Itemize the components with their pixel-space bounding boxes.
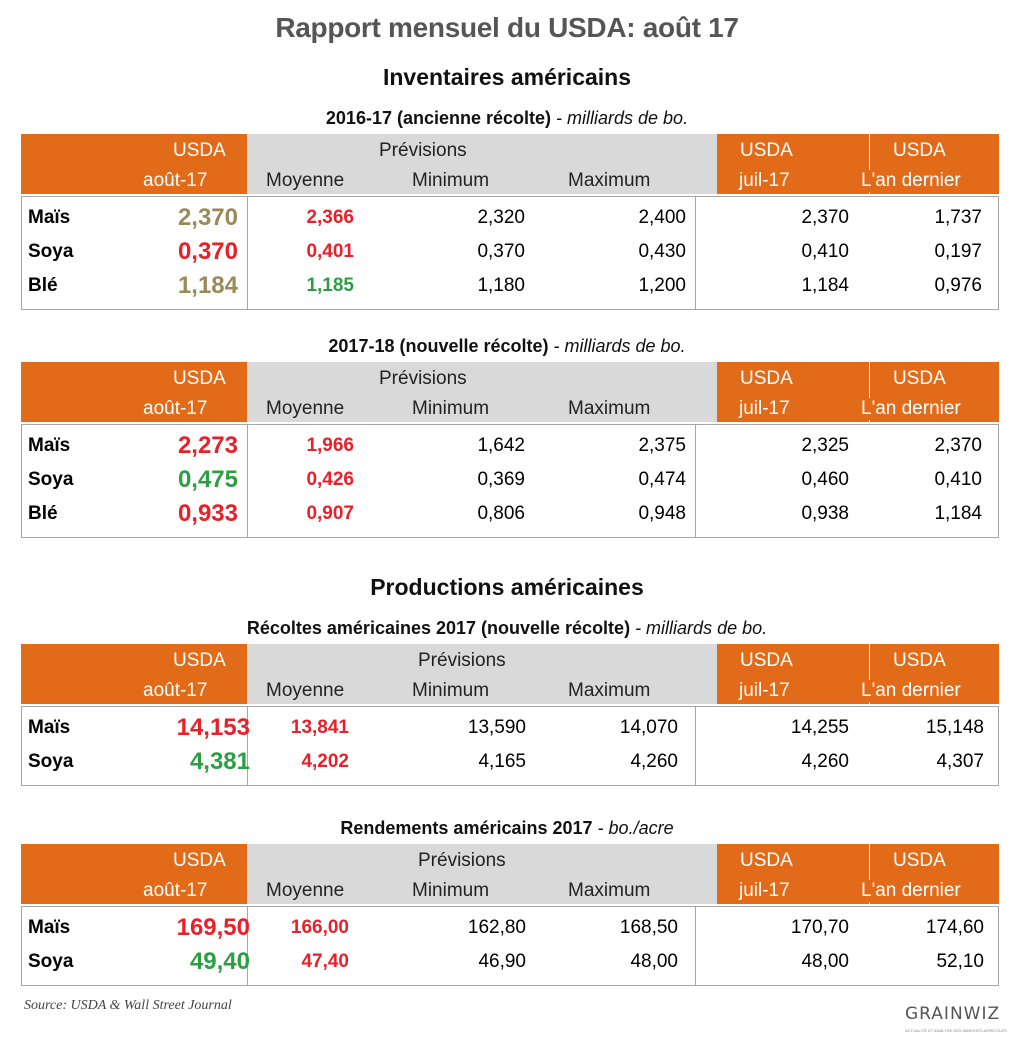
header-minimum: Minimum (412, 398, 490, 419)
header-maximum: Maximum (568, 170, 651, 191)
minimum-value: 0,370 (477, 241, 525, 262)
table-body (21, 196, 999, 310)
table-body (21, 424, 999, 538)
header-juil-bottom: juil-17 (739, 398, 790, 419)
header-previsions: Prévisions (379, 140, 467, 161)
row-label: Blé (28, 275, 58, 296)
an-dernier-value: 0,976 (934, 275, 982, 296)
moyenne-value: 166,00 (290, 917, 349, 938)
usda-value: 14,153 (176, 714, 250, 741)
table-row (22, 945, 998, 979)
header-juil-bottom: juil-17 (739, 680, 790, 701)
header-an-top: USDA (893, 140, 946, 161)
table-header (21, 844, 999, 904)
header-maximum: Maximum (568, 398, 651, 419)
header-usda-bottom: août-17 (143, 680, 208, 701)
moyenne-value: 0,401 (306, 241, 354, 262)
usda-value: 169,50 (176, 914, 250, 941)
an-dernier-value: 1,184 (934, 503, 982, 524)
table-header (21, 134, 999, 194)
an-dernier-value: 4,307 (936, 751, 984, 772)
juil-value: 1,184 (801, 275, 849, 296)
header-juil-top: USDA (740, 850, 793, 871)
usda-value: 4,381 (189, 748, 250, 775)
minimum-value: 162,80 (467, 917, 526, 938)
header-an-bottom: L'an dernier (861, 398, 961, 419)
an-dernier-value: 0,410 (934, 469, 982, 490)
an-dernier-value: 174,60 (925, 917, 984, 938)
table-row (22, 269, 998, 303)
table-row (22, 235, 998, 269)
page-title: Rapport mensuel du USDA: août 17 (275, 12, 739, 43)
header-an-top: USDA (893, 850, 946, 871)
minimum-value: 1,180 (477, 275, 525, 296)
maximum-value: 14,070 (619, 717, 678, 738)
subtitle-unit: - milliards de bo. (551, 108, 689, 128)
juil-value: 170,70 (790, 917, 849, 938)
minimum-value: 4,165 (478, 751, 526, 772)
header-moyenne: Moyenne (266, 880, 345, 901)
maximum-value: 2,375 (638, 435, 686, 456)
minimum-value: 0,369 (477, 469, 525, 490)
row-label: Maïs (28, 917, 71, 938)
header-usda-top: USDA (173, 140, 226, 161)
table-subtitle (0, 108, 1014, 129)
moyenne-value: 0,907 (306, 503, 354, 524)
moyenne-value: 1,185 (306, 275, 354, 296)
an-dernier-value: 15,148 (925, 717, 984, 738)
header-usda-bottom: août-17 (143, 880, 208, 901)
logo-tagline: ACTUALITÉ ET ANALYSE DES MARCHÉS AGRICOLES (905, 1028, 1007, 1033)
header-previsions: Prévisions (418, 850, 506, 871)
subtitle-unit: - milliards de bo. (630, 618, 768, 638)
table-row (22, 711, 998, 745)
table-row (22, 911, 998, 945)
usda-value: 2,273 (177, 432, 238, 459)
maximum-value: 0,948 (638, 503, 686, 524)
row-label: Maïs (28, 435, 71, 456)
an-dernier-value: 1,737 (934, 207, 982, 228)
juil-value: 14,255 (790, 717, 849, 738)
source-note: Source: USDA & Wall Street Journal (24, 998, 232, 1013)
minimum-value: 0,806 (477, 503, 525, 524)
subtitle-text: 2016-17 (ancienne récolte) (325, 108, 552, 128)
row-label: Blé (28, 503, 58, 524)
juil-value: 0,410 (801, 241, 849, 262)
table-row (22, 463, 998, 497)
maximum-value: 48,00 (630, 951, 678, 972)
table-body (21, 706, 999, 786)
moyenne-value: 2,366 (306, 207, 354, 228)
table-body (21, 906, 999, 986)
moyenne-value: 0,426 (306, 469, 354, 490)
header-juil-top: USDA (740, 650, 793, 671)
header-usda-top: USDA (173, 650, 226, 671)
subtitle-text: 2017-18 (nouvelle récolte) (328, 336, 549, 356)
maximum-value: 168,50 (619, 917, 678, 938)
header-previsions: Prévisions (379, 368, 467, 389)
maximum-value: 1,200 (638, 275, 686, 296)
header-minimum: Minimum (412, 680, 490, 701)
header-an-bottom: L'an dernier (861, 880, 961, 901)
header-juil-bottom: juil-17 (739, 170, 790, 191)
usda-value: 2,370 (177, 204, 238, 231)
table-row (22, 201, 998, 235)
table-subtitle (0, 818, 1014, 839)
table-row (22, 429, 998, 463)
table-header (21, 362, 999, 422)
row-label: Maïs (28, 717, 71, 738)
section-title-inventaires: Inventaires américains (382, 64, 632, 90)
header-usda-top: USDA (173, 368, 226, 389)
row-label: Soya (28, 951, 74, 972)
header-juil-top: USDA (740, 368, 793, 389)
moyenne-value: 1,966 (306, 435, 354, 456)
juil-value: 48,00 (801, 951, 849, 972)
row-label: Soya (28, 241, 74, 262)
header-usda-bottom: août-17 (143, 398, 208, 419)
header-moyenne: Moyenne (266, 680, 345, 701)
subtitle-unit: - milliards de bo. (548, 336, 686, 356)
header-an-top: USDA (893, 368, 946, 389)
usda-value: 1,184 (177, 272, 238, 299)
moyenne-value: 47,40 (301, 951, 349, 972)
subtitle-unit: - bo./acre (592, 818, 674, 838)
minimum-value: 1,642 (477, 435, 525, 456)
usda-value: 49,40 (189, 948, 250, 975)
juil-value: 4,260 (801, 751, 849, 772)
table-row (22, 745, 998, 779)
header-juil-top: USDA (740, 140, 793, 161)
header-maximum: Maximum (568, 880, 651, 901)
header-maximum: Maximum (568, 680, 651, 701)
table-header (21, 644, 999, 704)
header-an-top: USDA (893, 650, 946, 671)
header-usda-top: USDA (173, 850, 226, 871)
an-dernier-value: 52,10 (936, 951, 984, 972)
minimum-value: 2,320 (477, 207, 525, 228)
juil-value: 0,460 (801, 469, 849, 490)
an-dernier-value: 0,197 (934, 241, 982, 262)
row-label: Soya (28, 751, 74, 772)
header-minimum: Minimum (412, 880, 490, 901)
juil-value: 2,370 (801, 207, 849, 228)
subtitle-text: Rendements américains 2017 (340, 818, 593, 838)
header-moyenne: Moyenne (266, 170, 345, 191)
maximum-value: 2,400 (638, 207, 686, 228)
subtitle-text: Récoltes américaines 2017 (nouvelle récolte) (246, 618, 631, 638)
moyenne-value: 4,202 (301, 751, 349, 772)
table-row (22, 497, 998, 531)
row-label: Soya (28, 469, 74, 490)
header-minimum: Minimum (412, 170, 490, 191)
minimum-value: 13,590 (467, 717, 526, 738)
row-label: Maïs (28, 207, 71, 228)
an-dernier-value: 2,370 (934, 435, 982, 456)
header-usda-bottom: août-17 (143, 170, 208, 191)
minimum-value: 46,90 (478, 951, 526, 972)
table-subtitle (0, 618, 1014, 639)
moyenne-value: 13,841 (290, 717, 349, 738)
usda-value: 0,933 (177, 500, 238, 527)
juil-value: 0,938 (801, 503, 849, 524)
usda-value: 0,370 (177, 238, 238, 265)
logo-wordmark: GRAINWIZ (905, 1004, 1001, 1024)
maximum-value: 0,474 (638, 469, 686, 490)
header-juil-bottom: juil-17 (739, 880, 790, 901)
table-subtitle (0, 336, 1014, 357)
header-an-bottom: L'an dernier (861, 680, 961, 701)
juil-value: 2,325 (801, 435, 849, 456)
usda-value: 0,475 (177, 466, 238, 493)
header-moyenne: Moyenne (266, 398, 345, 419)
section-title-productions: Productions américaines (370, 574, 644, 600)
maximum-value: 0,430 (638, 241, 686, 262)
grainwiz-logo (905, 1004, 1005, 1040)
header-previsions: Prévisions (418, 650, 506, 671)
maximum-value: 4,260 (630, 751, 678, 772)
header-an-bottom: L'an dernier (861, 170, 961, 191)
